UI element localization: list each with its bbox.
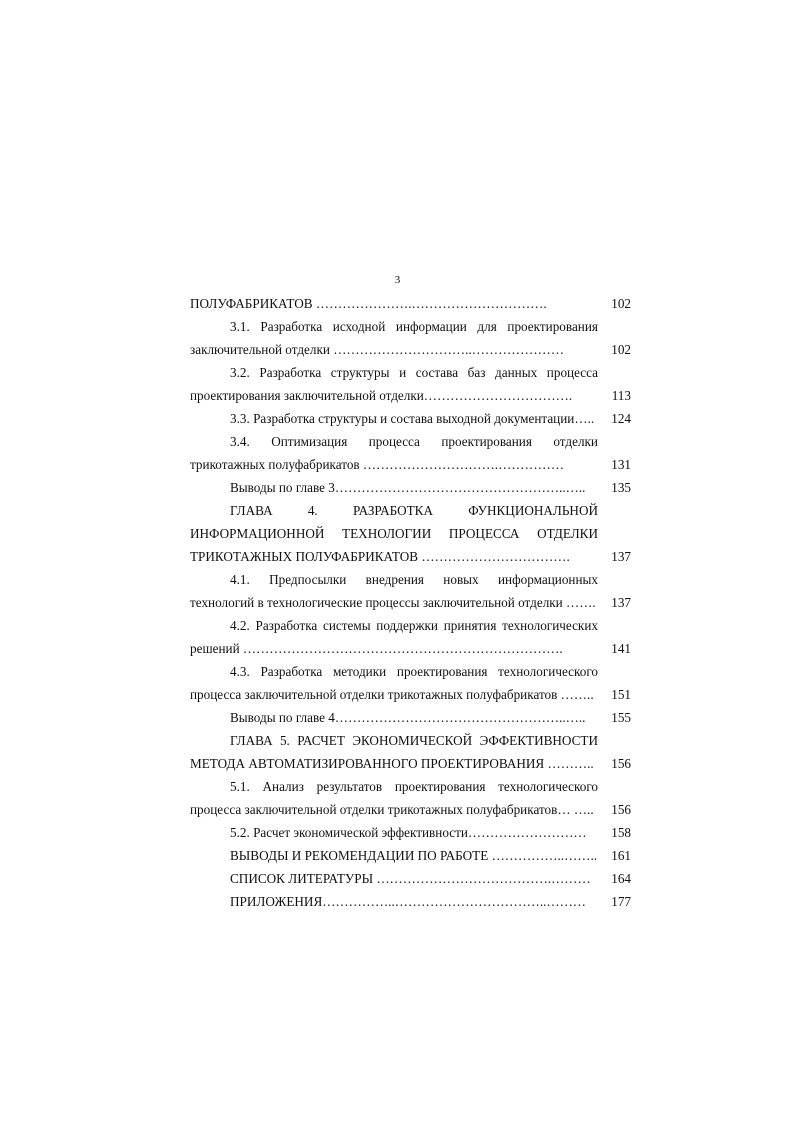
- toc-entry: [190, 821, 631, 844]
- toc-entry: [190, 315, 631, 338]
- toc-entry: [190, 568, 631, 591]
- toc-entry-page: 155: [611, 710, 631, 725]
- toc-entry-text: технологий в технологические процессы заключительной отделки …….: [190, 595, 596, 610]
- toc-entry-text: ВЫВОДЫ И РЕКОМЕНДАЦИИ ПО РАБОТЕ ……………..……..: [230, 848, 598, 863]
- toc-entry-text: трикотажных полуфабрикатов ………………………….……………: [190, 457, 565, 472]
- toc-entry-text: проектирования заключительной отделки…………………………….: [190, 388, 573, 403]
- toc-entry: [190, 752, 631, 775]
- toc-entry-page: 131: [611, 457, 631, 472]
- toc-entry-text: Выводы по главе 4……………………………………………..…..: [230, 710, 586, 725]
- toc-entry: [190, 637, 631, 660]
- toc-entry-page: 124: [611, 411, 631, 426]
- toc-entry: [190, 338, 631, 361]
- toc-entry-text: 4.1. Предпосылки внедрения новых информационных: [230, 572, 598, 587]
- toc-entry: [190, 683, 631, 706]
- toc-entry-text: ПОЛУФАБРИКАТОВ ………………….………………………….: [190, 296, 547, 311]
- toc-entry: [190, 545, 631, 568]
- toc-entry-page: 161: [611, 848, 631, 863]
- toc-entry-page: 102: [611, 342, 631, 357]
- toc-entry-text: 4.3. Разработка методики проектирования технологического: [230, 664, 598, 679]
- toc-entry-page: 137: [611, 595, 631, 610]
- toc-entry-page: 135: [611, 480, 631, 495]
- toc-entry-page: 141: [611, 641, 631, 656]
- toc-entry-text: 3.1. Разработка исходной информации для проектирования: [230, 319, 598, 334]
- toc-entry: [190, 798, 631, 821]
- toc-entry-text: ТРИКОТАЖНЫХ ПОЛУФАБРИКАТОВ …………………………….: [190, 549, 570, 564]
- toc-entry-page: 137: [611, 549, 631, 564]
- toc-entry: [190, 407, 631, 430]
- toc-entry-text: ИНФОРМАЦИОННОЙ ТЕХНОЛОГИИ ПРОЦЕССА ОТДЕЛКИ: [190, 526, 598, 541]
- toc-entry: [190, 660, 631, 683]
- toc-entry-page: 156: [611, 802, 631, 817]
- toc-entry-text: Выводы по главе 3……………………………………………..…..: [230, 480, 586, 495]
- toc-entry: [190, 614, 631, 637]
- toc-entry-text: 3.2. Разработка структуры и состава баз данных процесса: [230, 365, 598, 380]
- toc-entry-page: 113: [611, 388, 631, 403]
- toc-entry-text: 3.3. Разработка структуры и состава выходной документации…..: [230, 411, 595, 426]
- toc-entry-text: СПИСОК ЛИТЕРАТУРЫ ………………………………….………: [230, 871, 591, 886]
- toc-entry-page: 102: [611, 296, 631, 311]
- toc-entry: [190, 292, 631, 315]
- toc-entry: [190, 499, 631, 522]
- table-of-contents: [190, 292, 631, 913]
- toc-entry-page: 151: [611, 687, 631, 702]
- toc-entry-text: ГЛАВА 5. РАСЧЕТ ЭКОНОМИЧЕСКОЙ ЭФФЕКТИВНОСТИ: [230, 733, 598, 748]
- toc-entry-text: МЕТОДА АВТОМАТИЗИРОВАННОГО ПРОЕКТИРОВАНИЯ ………..: [190, 756, 594, 771]
- toc-entry: [190, 453, 631, 476]
- toc-entry-text: заключительной отделки …………………………..…………………: [190, 342, 565, 357]
- toc-entry: [190, 890, 631, 913]
- toc-entry-text: ГЛАВА 4. РАЗРАБОТКА ФУНКЦИОНАЛЬНОЙ: [230, 503, 598, 518]
- toc-entry: [190, 361, 631, 384]
- toc-entry-text: решений ……………………………………………………………….: [190, 641, 563, 656]
- toc-entry: [190, 706, 631, 729]
- toc-entry-page: 156: [611, 756, 631, 771]
- toc-entry: [190, 522, 631, 545]
- toc-entry: [190, 844, 631, 867]
- toc-entry: [190, 729, 631, 752]
- toc-entry: [190, 384, 631, 407]
- toc-entry: [190, 591, 631, 614]
- toc-entry-text: 5.2. Расчет экономической эффективности………………………: [230, 825, 587, 840]
- toc-entry-text: процесса заключительной отделки трикотажных полуфабрикатов ……..: [190, 687, 594, 702]
- toc-entry: [190, 775, 631, 798]
- toc-entry-text: процесса заключительной отделки трикотажных полуфабрикатов… …..: [190, 802, 594, 817]
- toc-entry-text: ПРИЛОЖЕНИЯ……………..……………………………..………: [230, 894, 586, 909]
- toc-entry-text: 4.2. Разработка системы поддержки принятия технологических: [230, 618, 598, 633]
- toc-entry-page: 164: [611, 871, 631, 886]
- toc-entry-text: 3.4. Оптимизация процесса проектирования отделки: [230, 434, 598, 449]
- toc-entry: [190, 476, 631, 499]
- toc-entry: [190, 867, 631, 890]
- toc-entry-page: 177: [611, 894, 631, 909]
- toc-entry-page: 158: [611, 825, 631, 840]
- toc-entry-text: 5.1. Анализ результатов проектирования технологического: [230, 779, 598, 794]
- toc-entry: [190, 430, 631, 453]
- page-number: 3: [394, 274, 401, 286]
